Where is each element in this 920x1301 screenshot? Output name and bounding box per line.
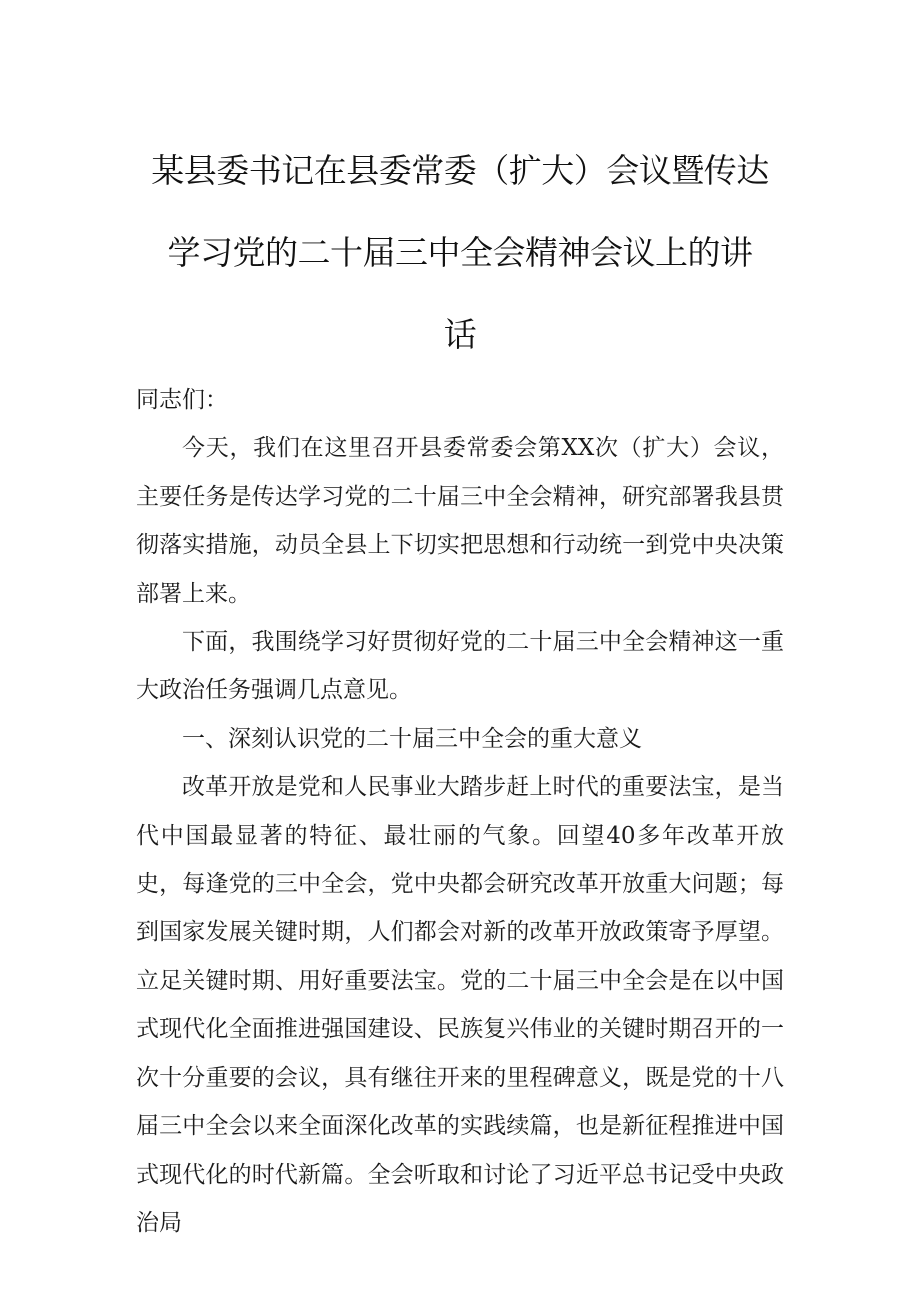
paragraph-opening: 今天，我们在这里召开县委常委会第XX次（扩大）会议，主要任务是传达学习党的二十届三中全会精神，研究部署我县贯彻落实措施，动员全县上下切实把思想和行动统一到党中央决策部署上来。 — [136, 435, 784, 607]
paragraph-intro: 下面，我围绕学习好贯彻好党的二十届三中全会精神这一重大政治任务强调几点意见。 — [136, 629, 784, 704]
section-heading-1: 一、深刻认识党的二十届三中全会的重大意义 — [182, 725, 642, 752]
document-body — [136, 376, 784, 1247]
title-line-2: 学习党的二十届三中全会精神会议上的讲 — [167, 233, 753, 272]
document-title — [136, 130, 784, 376]
title-line-3: 话 — [443, 315, 477, 354]
title-line-1: 某县委书记在县委常委（扩大）会议暨传达 — [151, 151, 769, 190]
salutation: 同志们： — [136, 387, 228, 413]
paragraph-significance: 改革开放是党和人民事业大踏步赶上时代的重要法宝，是当代中国最显著的特征、最壮丽的气象。回望40多年改革开放史，每逢党的三中全会，党中央都会研究改革开放重大问题；每到国家发展关键时期，人们都会对新的改革开放政策寄予厚望。立足关键时期、用好重要法宝。党的二十届三中全会是在以中国式现代化全面推进强国建设、民族复兴伟业的关键时期召开的一次十分重要的会议，具有继往开来的里程碑意义，既是党的十八届三中全会以来全面深化改革的实践续篇，也是新征程推进中国式现代化的时代新篇。全会听取和讨论了习近平总书记受中央政治局 — [136, 774, 784, 1236]
